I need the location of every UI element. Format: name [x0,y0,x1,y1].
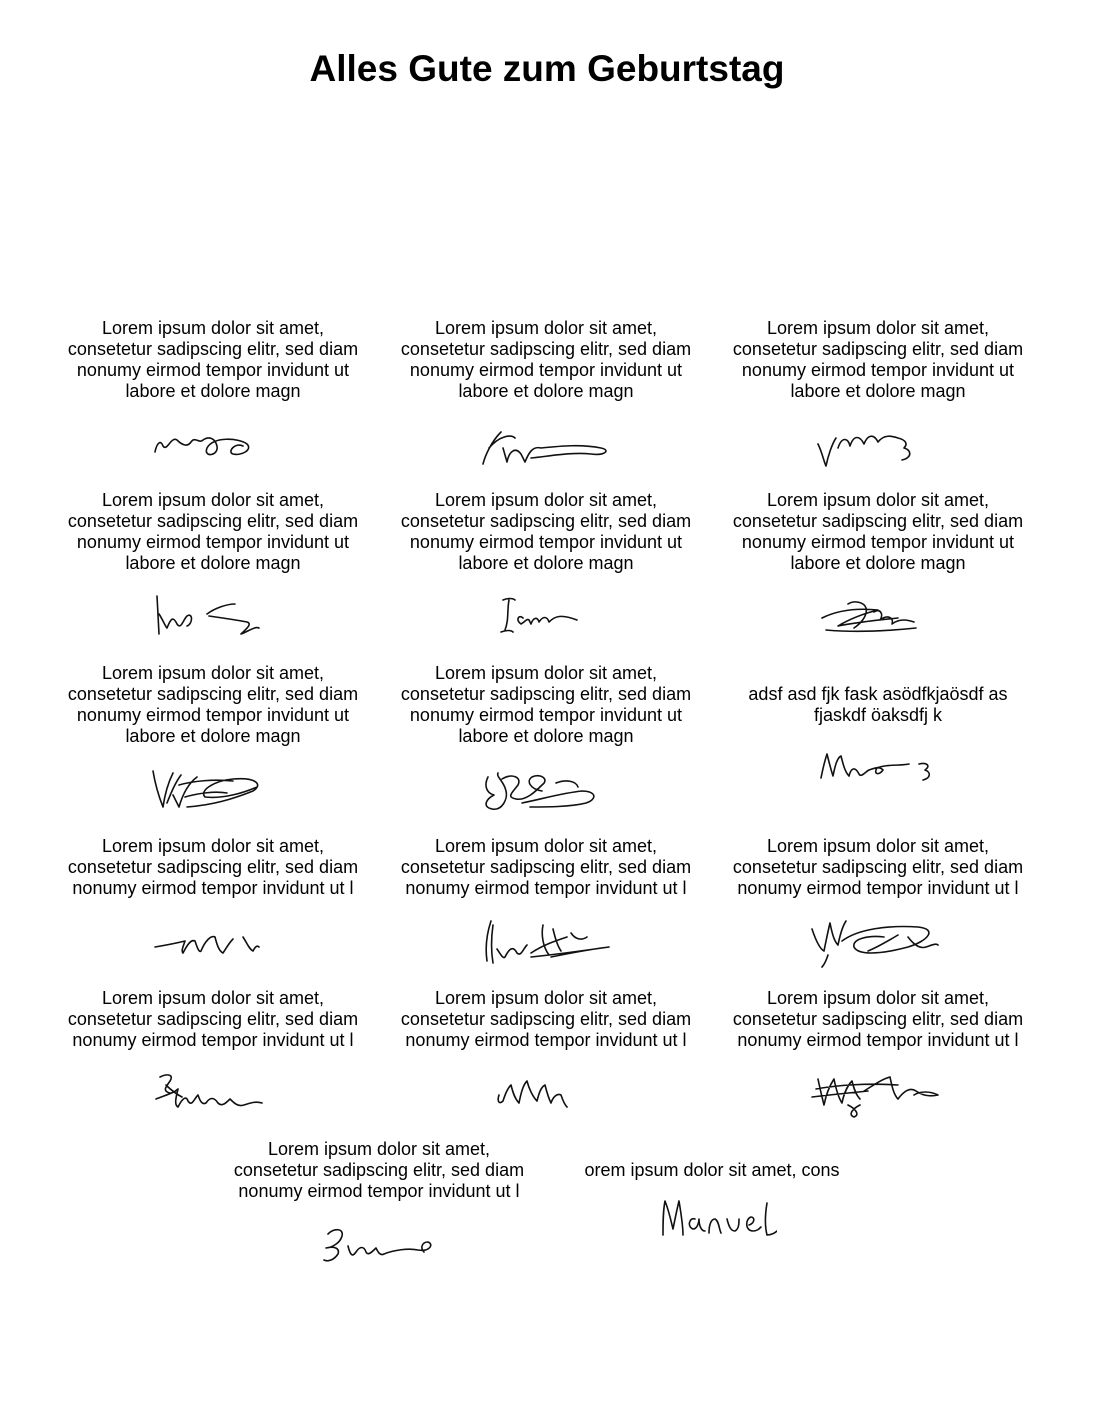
message-card [547,1160,877,1245]
message-card [214,1139,544,1272]
signature-icon [481,590,611,644]
message-text: Lorem ipsum dolor sit amet, consetetur sadipscing elitr, sed diam nonumy eirmod tempor invidunt ut l [67,988,359,1050]
message-text: Lorem ipsum dolor sit amet, consetetur sadipscing elitr, sed diam nonumy eirmod tempor invidunt ut labore et dolore magn [400,318,692,401]
message-text: Lorem ipsum dolor sit amet, consetetur sadipscing elitr, sed diam nonumy eirmod tempor invidunt ut l [67,836,359,898]
signature-icon [471,911,621,971]
message-text: Lorem ipsum dolor sit amet, consetetur sadipscing elitr, sed diam nonumy eirmod tempor invidunt ut l [732,988,1024,1050]
signature-icon [798,911,958,971]
message-text: Lorem ipsum dolor sit amet, consetetur sadipscing elitr, sed diam nonumy eirmod tempor invidunt ut l [400,836,692,898]
message-text: orem ipsum dolor sit amet, cons [584,1160,840,1180]
message-text: Lorem ipsum dolor sit amet, consetetur sadipscing elitr, sed diam nonumy eirmod tempor invidunt ut labore et dolore magn [67,318,359,401]
message-card [713,318,1043,472]
message-card [381,318,711,472]
message-text: Lorem ipsum dolor sit amet, consetetur sadipscing elitr, sed diam nonumy eirmod tempor invidunt ut labore et dolore magn [400,490,692,573]
signature-icon [138,1065,288,1119]
signature-icon [304,1218,454,1272]
signature-icon [143,917,283,967]
signature-icon [803,744,953,794]
message-card [48,836,378,967]
signature-icon [808,422,948,472]
message-card [48,663,378,819]
message-text: Lorem ipsum dolor sit amet, consetetur sadipscing elitr, sed diam nonumy eirmod tempor invidunt ut labore et dolore magn [732,318,1024,401]
message-text: Lorem ipsum dolor sit amet, consetetur sadipscing elitr, sed diam nonumy eirmod tempor invidunt ut labore et dolore magn [400,663,692,746]
signature-icon [808,590,948,644]
message-text: Lorem ipsum dolor sit amet, consetetur sadipscing elitr, sed diam nonumy eirmod tempor invidunt ut l [732,836,1024,898]
page-title: Alles Gute zum Geburtstag [309,48,785,89]
signature-icon [647,1189,777,1245]
signature-icon [466,763,626,819]
message-card [713,988,1043,1121]
signature-icon [143,422,283,472]
message-card [381,988,711,1115]
message-card [381,836,711,971]
message-card [381,663,711,819]
message-text: Lorem ipsum dolor sit amet, consetetur sadipscing elitr, sed diam nonumy eirmod tempor invidunt ut labore et dolore magn [67,490,359,573]
message-text: adsf asd fjk fask asödfkjaösdf as fjaskdf öaksdfj k [748,684,1008,725]
message-text: Lorem ipsum dolor sit amet, consetetur sadipscing elitr, sed diam nonumy eirmod tempor invidunt ut labore et dolore magn [67,663,359,746]
message-card [48,318,378,472]
message-card [713,836,1043,971]
message-text: Lorem ipsum dolor sit amet, consetetur sadipscing elitr, sed diam nonumy eirmod tempor invidunt ut l [233,1139,525,1201]
signature-icon [798,1065,958,1121]
signature-icon [133,763,293,819]
message-card [48,988,378,1119]
signature-icon [471,422,621,472]
signature-icon [143,590,283,644]
message-text: Lorem ipsum dolor sit amet, consetetur sadipscing elitr, sed diam nonumy eirmod tempor invidunt ut labore et dolore magn [732,490,1024,573]
message-card [48,490,378,644]
message-card [713,490,1043,644]
message-card [713,684,1043,794]
message-card [381,490,711,644]
message-text: Lorem ipsum dolor sit amet, consetetur sadipscing elitr, sed diam nonumy eirmod tempor invidunt ut l [400,988,692,1050]
signature-icon [481,1065,611,1115]
